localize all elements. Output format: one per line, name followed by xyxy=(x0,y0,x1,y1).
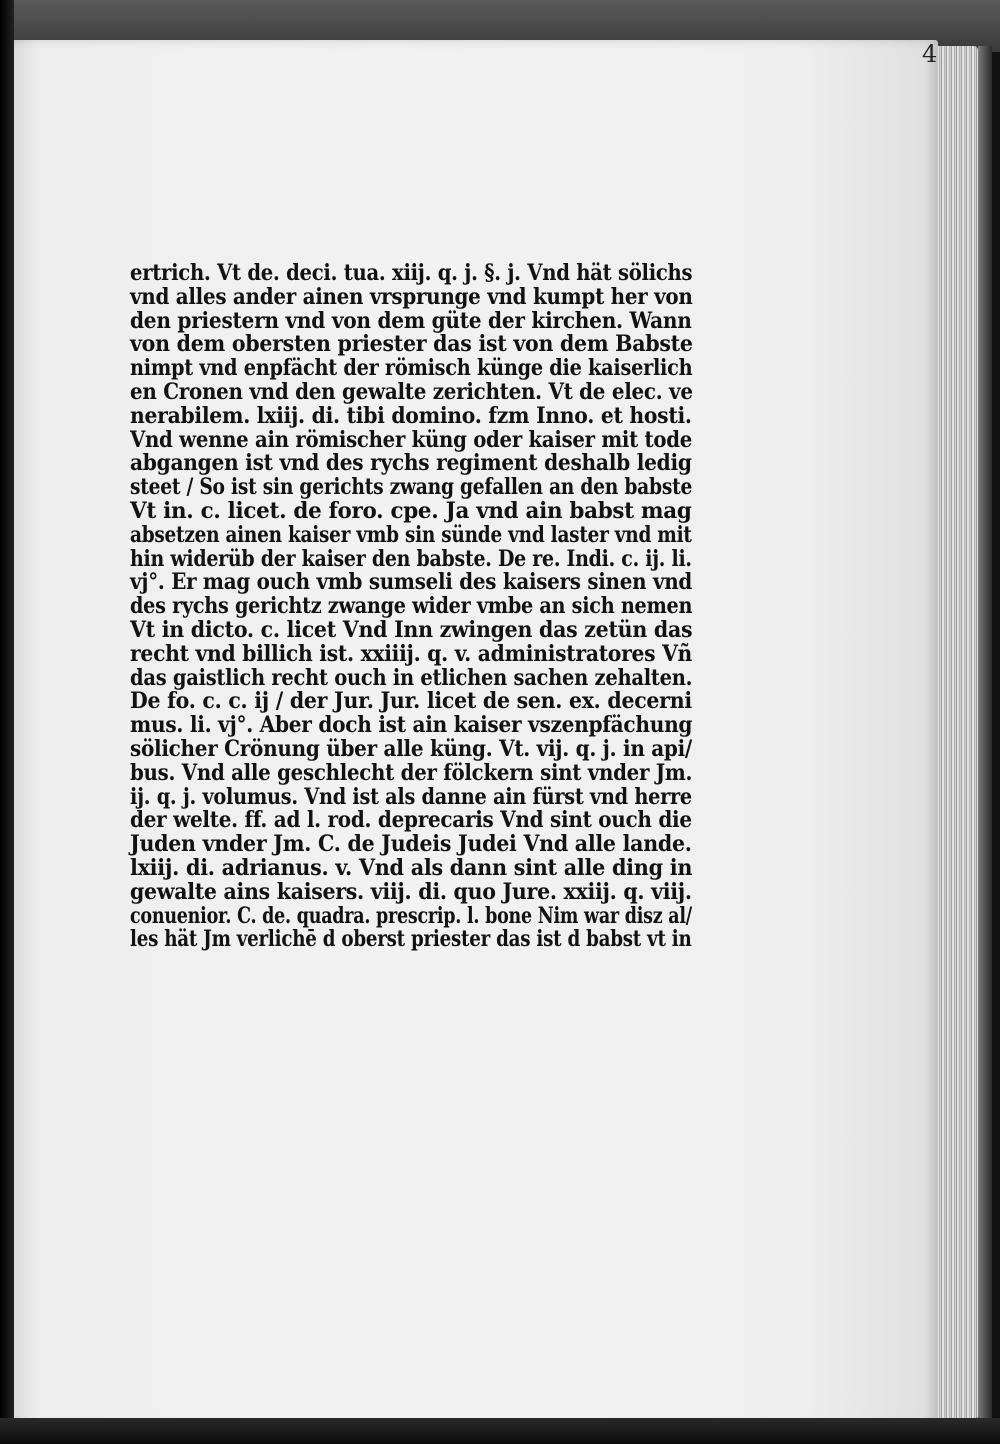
text-line: Vt in. c. licet. de foro. cpe. Ja vnd ain babst mag xyxy=(130,497,692,524)
text-line: des rychs gerichtz zwange wider vmbe an sich nemen xyxy=(130,593,693,620)
text-line: vnd alles ander ainen vrsprunge vnd kumpt her von xyxy=(130,283,693,310)
text-line: abgangen ist vnd des rychs regiment deshalb ledig xyxy=(130,450,692,477)
text-line: nerabilem. lxiij. di. tibi domino. fzm Inno. et hosti. xyxy=(130,402,692,429)
binding-edge xyxy=(0,0,14,1444)
text-line: hin widerüb der kaiser den babste. De re. Indi. c. ij. li. xyxy=(130,545,692,572)
text-line: von dem obersten priester das ist von dem Babste xyxy=(130,331,693,358)
text-line: der welte. ff. ad l. rod. deprecaris Vnd sint ouch die xyxy=(130,807,692,834)
text-line: Vt in dicto. c. licet Vnd Inn zwingen das zetün das xyxy=(130,616,693,643)
book-page xyxy=(10,40,938,1425)
text-line: bus. Vnd alle geschlecht der fölckern sint vnder Jm. xyxy=(130,759,693,786)
text-block xyxy=(130,262,698,952)
text-line: recht vnd billich ist. xxiiij. q. v. administratores Vñ xyxy=(130,640,693,667)
text-line: les hät Jm verlichē d oberst priester das ist d babst vt in xyxy=(130,926,692,953)
text-line: en Cronen vnd den gewalte zerichten. Vt de elec. ve xyxy=(130,378,693,405)
text-line: Vnd wenne ain römischer küng oder kaiser mit tode xyxy=(130,426,692,453)
folio-number: 4 xyxy=(922,40,938,68)
text-line: sölicher Crönung über alle küng. Vt. vij. q. j. in api/ xyxy=(130,735,692,762)
bottom-edge xyxy=(0,1418,1000,1444)
text-line: conuenior. C. de. quadra. prescrip. l. bone Nim war disz al/ xyxy=(130,902,692,929)
text-line: absetzen ainen kaiser vmb sin sünde vnd laster vnd mit xyxy=(130,521,692,548)
text-line: steet / So ist sin gerichts zwang gefallen an den babste xyxy=(130,474,693,501)
text-line: das gaistlich recht ouch in etlichen sachen zehalten. xyxy=(130,664,693,691)
text-line: vj°. Er mag ouch vmb sumseli des kaisers sinen vnd xyxy=(130,569,693,596)
text-line: mus. li. vj°. Aber doch ist ain kaiser vszenpfächung xyxy=(130,712,693,739)
text-line: ij. q. j. volumus. Vnd ist als danne ain fürst vnd herre xyxy=(130,783,692,810)
text-line: nimpt vnd enpfächt der römisch künge die kaiserlich xyxy=(130,355,693,382)
text-line: Juden vnder Jm. C. de Judeis Judei Vnd alle lande. xyxy=(130,831,692,858)
text-line: lxiij. di. adrianus. v. Vnd als dann sint alle ding in xyxy=(130,854,693,881)
text-line: den priestern vnd von dem güte der kirchen. Wann xyxy=(130,307,692,334)
text-line: ertrich. Vt de. deci. tua. xiij. q. j. §. j. Vnd hät sölichs xyxy=(130,260,693,286)
text-line: gewalte ains kaisers. viij. di. quo Jure. xxiij. q. viij. xyxy=(130,878,692,905)
text-line: De fo. c. c. ij / der Jur. Jur. licet de sen. ex. decerni xyxy=(130,688,692,715)
